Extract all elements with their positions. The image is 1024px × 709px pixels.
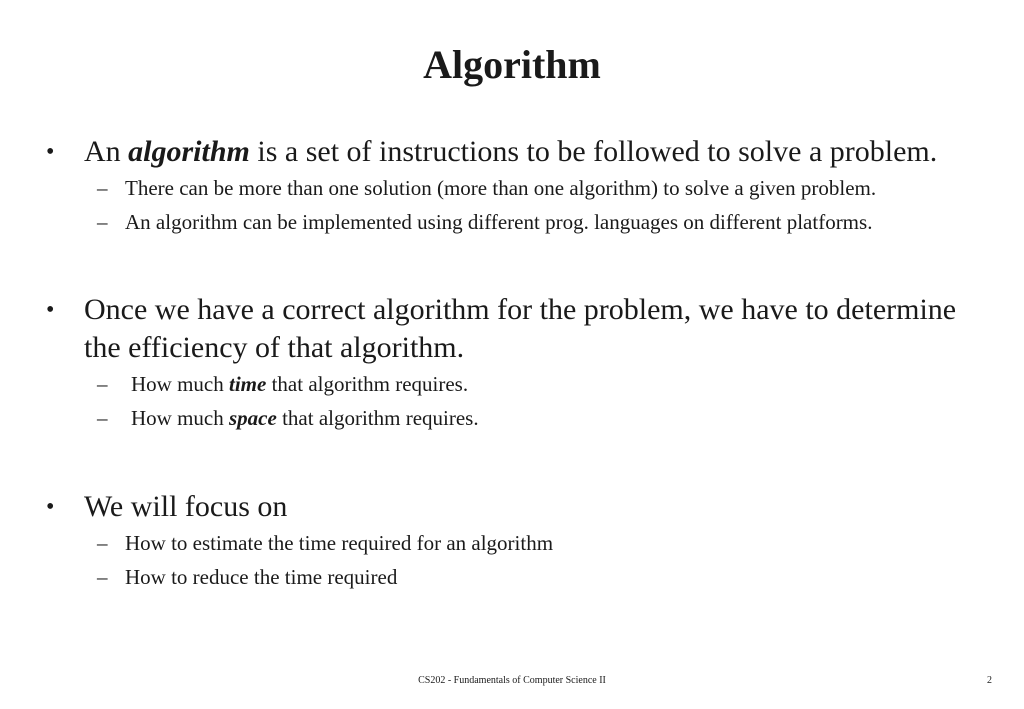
bullet-main-text: • An algorithm is a set of instructions to be followed to solve a problem. bbox=[40, 133, 1000, 171]
slide-title: Algorithm bbox=[423, 42, 601, 87]
bullet-icon: • bbox=[46, 297, 55, 323]
bullet-efficiency bbox=[40, 291, 1000, 435]
bullet-focus bbox=[40, 488, 1000, 594]
bullet-icon: • bbox=[46, 139, 55, 165]
bullet-main-text: • We will focus on bbox=[40, 488, 1000, 526]
dash-icon: – bbox=[97, 176, 108, 200]
sub-bullet: – How to reduce the time required bbox=[40, 560, 1000, 594]
bullet-icon: • bbox=[46, 494, 55, 520]
sub-bullet: – An algorithm can be implemented using different prog. languages on different platforms. bbox=[40, 205, 1000, 239]
dash-icon: – bbox=[97, 210, 108, 234]
sub-bullet: – How to estimate the time required for an algorithm bbox=[40, 526, 1000, 560]
sub-bullet: – How much time that algorithm requires. bbox=[40, 367, 1000, 401]
dash-icon: – bbox=[97, 372, 108, 396]
dash-icon: – bbox=[97, 406, 108, 430]
emphasis-time: time bbox=[229, 372, 267, 396]
sub-bullet: – How much space that algorithm requires. bbox=[40, 401, 1000, 435]
bullet-main-text: • Once we have a correct algorithm for the problem, we have to determine the efficiency of that algorithm. bbox=[46, 293, 957, 364]
footer-course-title: CS202 - Fundamentals of Computer Science II bbox=[418, 675, 606, 686]
bullet-algorithm-definition bbox=[40, 133, 1000, 239]
emphasis-algorithm: algorithm bbox=[128, 135, 250, 168]
sub-bullet: – There can be more than one solution (more than one algorithm) to solve a given problem. bbox=[40, 171, 1000, 205]
emphasis-space: space bbox=[229, 406, 277, 430]
dash-icon: – bbox=[97, 565, 108, 589]
page-number: 2 bbox=[987, 675, 992, 686]
dash-icon: – bbox=[97, 531, 108, 555]
